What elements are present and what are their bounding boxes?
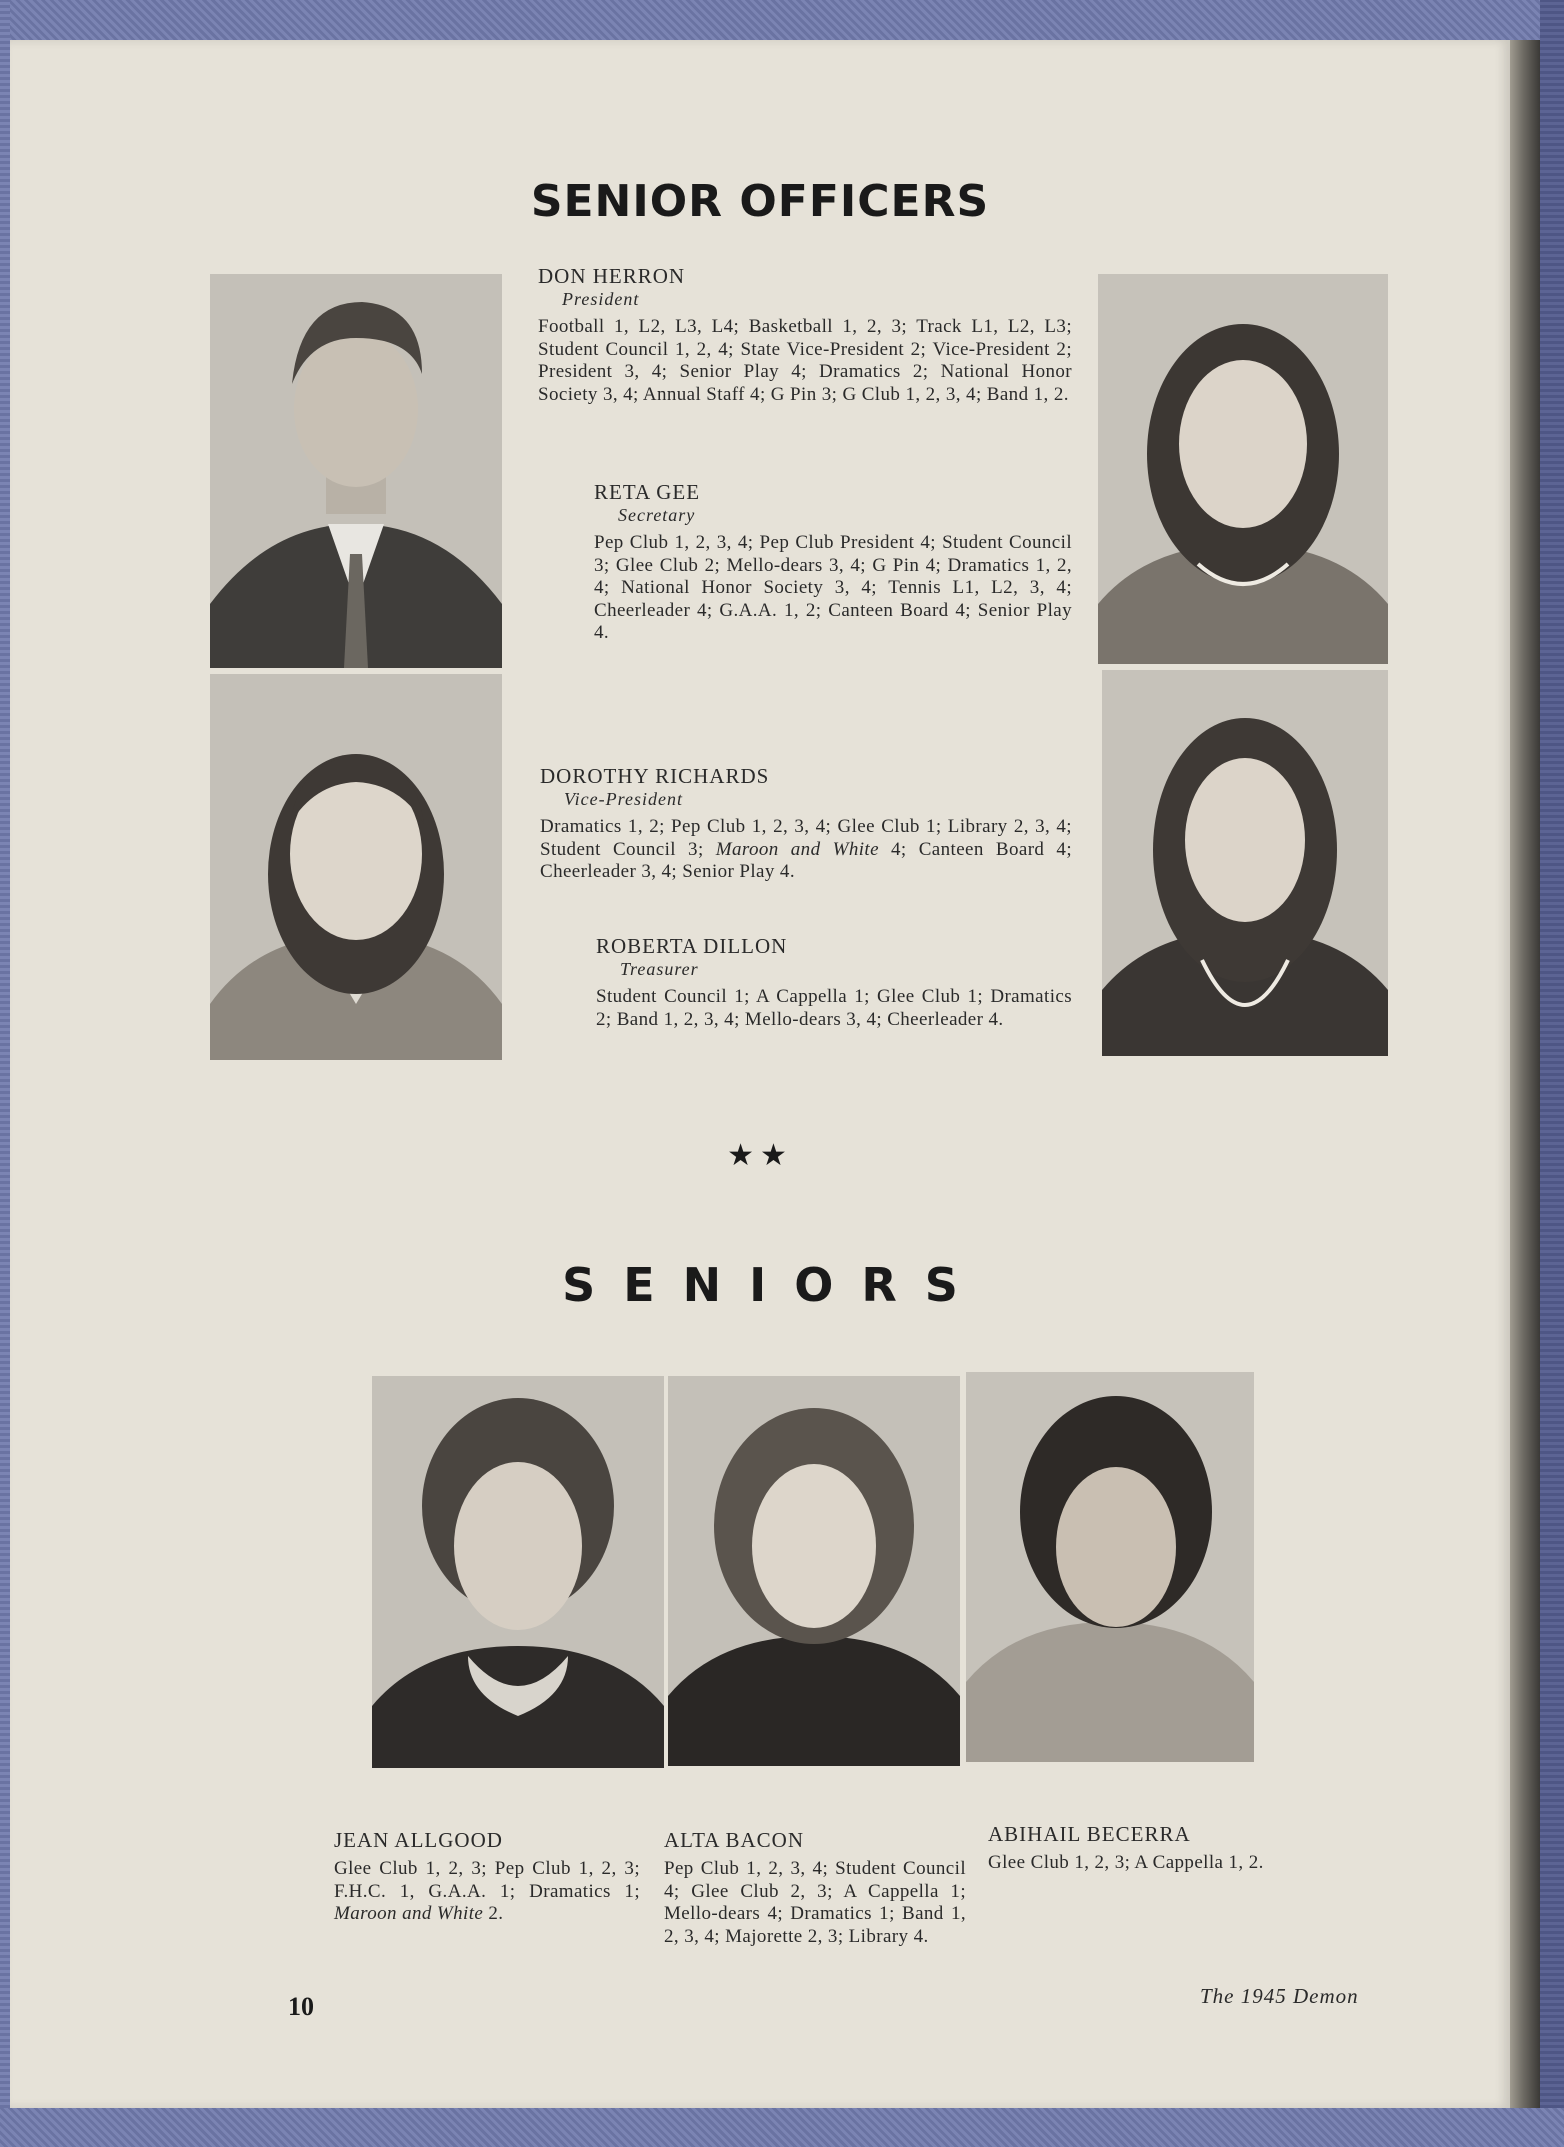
senior-name: ALTA BACON [664,1828,804,1852]
publication-title: The 1945 Demon [1200,1984,1359,2008]
officer-name: DON HERRON [538,264,686,288]
officer-bio [540,816,1072,884]
portrait-alta-bacon [668,1376,960,1766]
senior-bio [334,1858,640,1926]
officer-name: ROBERTA DILLON [596,934,788,958]
senior-entry-jean-allgood [334,1828,640,1926]
section-title-seniors: SENIORS [562,1258,986,1312]
portrait-roberta-dillon [1102,670,1388,1056]
bio-text: Glee Club 1, 2, 3; Pep Club 1, 2, 3; F.H.C. 1, G.A.A. 1; Dramatics 1; [334,1858,640,1902]
book-spine [1510,40,1540,2108]
portrait-dorothy-richards [210,674,502,1060]
senior-name: JEAN ALLGOOD [334,1828,503,1852]
officer-bio: Pep Club 1, 2, 3, 4; Pep Club President 4; Student Council 3; Glee Club 2; Mello-dears 3, 4; G Pin 4; Dramatics 1, 2, 4; National Honor Society 3, 4; Tennis L1, L2, 3, 4; Cheerleader 4; G.A.A. 1, 2; Canteen Board 4; Senior Play 4. [594,532,1072,643]
star-divider: ★★ [727,1138,793,1173]
book-cover-right [1540,0,1564,2147]
book-cover-bottom [0,2108,1564,2147]
officer-title: President [562,289,640,309]
officer-title: Vice-President [564,789,683,809]
portrait-reta-gee [1098,274,1388,664]
officer-bio: Student Council 1; A Cappella 1; Glee Club 1; Dramatics 2; Band 1, 2, 3, 4; Mello-dears 3, 4; Cheerleader 4. [596,986,1072,1030]
publication-name: Maroon and White [334,1903,484,1924]
book-cover-left [0,0,10,2147]
portrait-jean-allgood [372,1376,664,1768]
bio-text: Dramatics 1, 2; Pep Club 1, 2, 3, 4; Glee Club 1; Library 2, 3, 4; Student Council 3; [540,816,1072,860]
page-number: 10 [288,1992,314,2021]
officer-name: DOROTHY RICHARDS [540,764,770,788]
officer-bio: Football 1, L2, L3, L4; Basketball 1, 2, 3; Track L1, L2, L3; Student Council 1, 2, 4; State Vice-President 2; Vice-President 2; President 3, 4; Senior Play 4; Dramatics 2; National Honor Society 3, 4; Annual Staff 4; G Pin 3; G Club 1, 2, 3, 4; Band 1, 2. [538,316,1072,405]
section-title-officers: SENIOR OFFICERS [530,176,990,227]
officer-entry-dorothy-richards [540,764,1072,884]
officer-entry-roberta-dillon [596,934,1072,1031]
portrait-don-herron [210,274,502,668]
senior-name: ABIHAIL BECERRA [988,1822,1191,1846]
officer-entry-don-herron [538,264,1072,406]
publication-name: Maroon and White [715,838,879,860]
officer-title: Treasurer [620,959,699,979]
senior-bio: Glee Club 1, 2, 3; A Cappella 1, 2. [988,1852,1264,1873]
bio-text: 2. [483,1903,504,1924]
senior-entry-abihail-becerra [988,1822,1288,1875]
senior-bio: Pep Club 1, 2, 3, 4; Student Council 4; Glee Club 2, 3; A Cappella 1; Mello-dears 4; Dramatics 1; Band 1, 2, 3, 4; Majorette 2, 3; Library 4. [664,1858,966,1947]
officer-entry-reta-gee [594,480,1072,645]
officer-title: Secretary [618,505,696,525]
portrait-abihail-becerra [966,1372,1254,1762]
bio-text: 4; Canteen Board 4; Cheerleader 3, 4; Senior Play 4. [540,838,1073,882]
senior-entry-alta-bacon [664,1828,966,1948]
yearbook-page [10,40,1510,2108]
officer-name: RETA GEE [594,480,701,504]
book-cover-top [0,0,1564,40]
